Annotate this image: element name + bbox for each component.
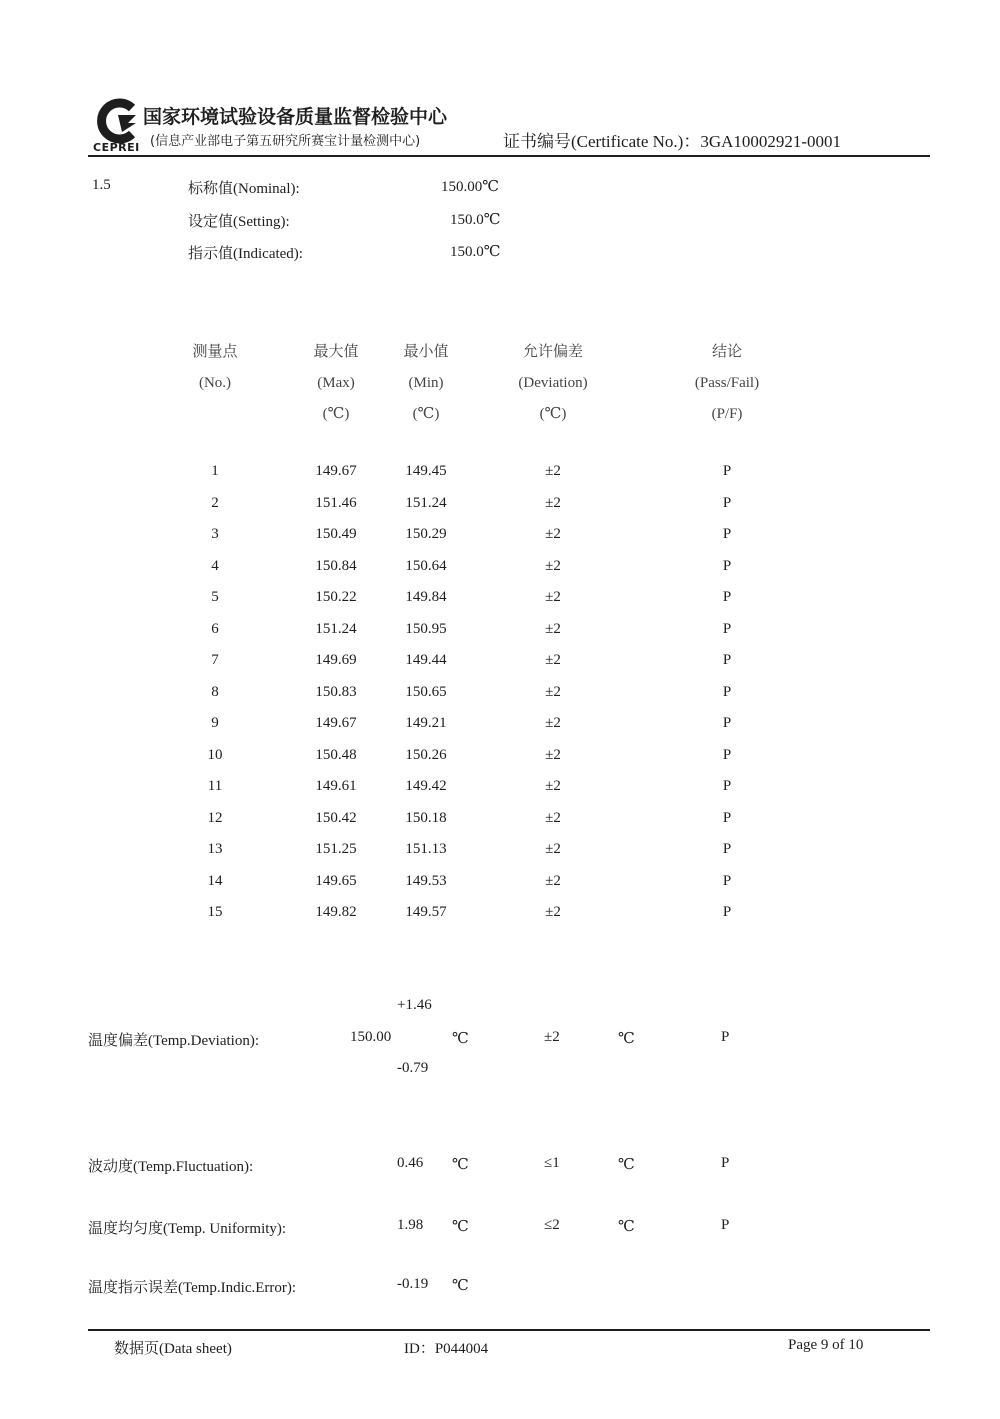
org-subtitle: (信息产业部电子第五研究所赛宝计量检测中心) bbox=[150, 134, 421, 149]
cell-deviation: ±2 bbox=[545, 463, 561, 479]
param-label-setting: 设定值(Setting): bbox=[188, 214, 290, 230]
uniformity-value: 1.98 bbox=[397, 1217, 424, 1233]
cell-min: 149.53 bbox=[405, 873, 447, 889]
cell-no: 10 bbox=[207, 747, 223, 763]
cell-min: 149.44 bbox=[405, 652, 447, 668]
cell-min: 149.57 bbox=[405, 904, 447, 920]
cell-no: 4 bbox=[211, 558, 219, 574]
header-deviation bbox=[493, 337, 613, 430]
footer-sheet: 数据页(Data sheet) bbox=[114, 1341, 232, 1357]
cell-min: 150.64 bbox=[405, 558, 447, 574]
param-value-indicated: 150.0℃ bbox=[450, 244, 501, 260]
param-label-nominal: 标称值(Nominal): bbox=[188, 181, 300, 197]
cell-deviation: ±2 bbox=[545, 747, 561, 763]
fluctuation-value: 0.46 bbox=[397, 1155, 424, 1171]
cell-no: 2 bbox=[211, 495, 219, 511]
header-min-en: (Min) bbox=[408, 375, 444, 391]
header-no-en: (No.) bbox=[198, 375, 232, 391]
cell-result: P bbox=[722, 873, 732, 889]
fluctuation-limit: ≤1 bbox=[544, 1155, 560, 1171]
cell-result: P bbox=[722, 747, 732, 763]
deviation-unit: ℃ bbox=[452, 1031, 469, 1047]
uniformity-result: P bbox=[721, 1217, 730, 1233]
certificate-number: 证书编号(Certificate No.)：3GA10002921-0001 bbox=[503, 132, 842, 151]
cell-min: 149.84 bbox=[405, 589, 447, 605]
fluctuation-limit-unit: ℃ bbox=[618, 1157, 635, 1173]
header-deviation-en: (Deviation) bbox=[518, 375, 588, 391]
cell-result: P bbox=[722, 463, 732, 479]
cell-deviation: ±2 bbox=[545, 652, 561, 668]
cell-deviation: ±2 bbox=[545, 526, 561, 542]
cell-min: 150.26 bbox=[405, 747, 447, 763]
cell-result: P bbox=[722, 715, 732, 731]
header-no bbox=[165, 337, 265, 399]
param-value-nominal: 150.00℃ bbox=[441, 179, 500, 195]
cell-deviation: ±2 bbox=[545, 684, 561, 700]
header-result-unit: (P/F) bbox=[711, 406, 743, 422]
cell-max: 151.24 bbox=[315, 621, 357, 637]
cell-result: P bbox=[722, 778, 732, 794]
cell-deviation: ±2 bbox=[545, 841, 561, 857]
cell-result: P bbox=[722, 526, 732, 542]
cell-min: 150.65 bbox=[405, 684, 447, 700]
cell-deviation: ±2 bbox=[545, 621, 561, 637]
logo-wordmark: CEPREI bbox=[93, 141, 140, 154]
cell-result: P bbox=[722, 558, 732, 574]
cell-deviation: ±2 bbox=[545, 558, 561, 574]
cell-no: 5 bbox=[211, 589, 219, 605]
section-number: 1.5 bbox=[92, 177, 111, 193]
cell-min: 151.13 bbox=[405, 841, 447, 857]
cell-min: 149.21 bbox=[405, 715, 447, 731]
cell-deviation: ±2 bbox=[545, 778, 561, 794]
cell-deviation: ±2 bbox=[545, 495, 561, 511]
header-min-unit: (℃) bbox=[412, 406, 440, 422]
header-result-cn: 结论 bbox=[711, 344, 742, 360]
uniformity-label: 温度均匀度(Temp. Uniformity): bbox=[88, 1221, 287, 1237]
fluctuation-label: 波动度(Temp.Fluctuation): bbox=[88, 1159, 254, 1175]
header-max-unit: (℃) bbox=[322, 406, 350, 422]
cell-deviation: ±2 bbox=[545, 589, 561, 605]
cell-min: 151.24 bbox=[405, 495, 447, 511]
footer-id: ID：P044004 bbox=[404, 1341, 489, 1357]
deviation-plus: +1.46 bbox=[397, 997, 432, 1013]
cell-no: 13 bbox=[207, 841, 223, 857]
cell-no: 3 bbox=[211, 526, 219, 542]
header-max bbox=[286, 337, 386, 430]
indic-error-value: -0.19 bbox=[397, 1276, 429, 1292]
indic-error-label: 温度指示误差(Temp.Indic.Error): bbox=[88, 1280, 297, 1296]
cell-max: 150.49 bbox=[315, 526, 357, 542]
footer-rule bbox=[88, 1329, 930, 1331]
header-min-cn: 最小值 bbox=[403, 344, 449, 360]
cell-result: P bbox=[722, 495, 732, 511]
header-result bbox=[667, 337, 787, 430]
deviation-label: 温度偏差(Temp.Deviation): bbox=[88, 1033, 259, 1049]
cell-min: 150.18 bbox=[405, 810, 447, 826]
cell-result: P bbox=[722, 621, 732, 637]
cell-deviation: ±2 bbox=[545, 715, 561, 731]
cell-result: P bbox=[722, 810, 732, 826]
header-deviation-cn: 允许偏差 bbox=[522, 344, 583, 360]
org-name: 国家环境试验设备质量监督检验中心 bbox=[143, 106, 448, 128]
cell-max: 150.22 bbox=[315, 589, 357, 605]
indic-error-unit: ℃ bbox=[452, 1278, 469, 1294]
header-no-cn: 测量点 bbox=[192, 344, 238, 360]
cell-min: 150.95 bbox=[405, 621, 447, 637]
footer-page: Page 9 of 10 bbox=[788, 1337, 864, 1353]
cell-max: 149.67 bbox=[315, 463, 357, 479]
cell-max: 151.25 bbox=[315, 841, 357, 857]
deviation-minus: -0.79 bbox=[397, 1060, 429, 1076]
cell-result: P bbox=[722, 589, 732, 605]
deviation-result: P bbox=[721, 1029, 730, 1045]
cell-result: P bbox=[722, 841, 732, 857]
header-max-cn: 最大值 bbox=[313, 344, 359, 360]
cell-max: 149.67 bbox=[315, 715, 357, 731]
cell-max: 150.84 bbox=[315, 558, 357, 574]
deviation-limit-unit: ℃ bbox=[618, 1031, 635, 1047]
deviation-limit: ±2 bbox=[544, 1029, 560, 1045]
cell-deviation: ±2 bbox=[545, 873, 561, 889]
cell-result: P bbox=[722, 684, 732, 700]
fluctuation-result: P bbox=[721, 1155, 730, 1171]
cell-result: P bbox=[722, 904, 732, 920]
cell-max: 150.42 bbox=[315, 810, 357, 826]
cell-no: 15 bbox=[207, 904, 223, 920]
cell-min: 149.45 bbox=[405, 463, 447, 479]
cell-max: 149.65 bbox=[315, 873, 357, 889]
cell-no: 14 bbox=[207, 873, 223, 889]
cell-max: 151.46 bbox=[315, 495, 357, 511]
cell-min: 150.29 bbox=[405, 526, 447, 542]
cell-deviation: ±2 bbox=[545, 810, 561, 826]
header-rule bbox=[88, 155, 930, 157]
fluctuation-unit: ℃ bbox=[452, 1157, 469, 1173]
deviation-value: 150.00 bbox=[350, 1029, 392, 1045]
cell-no: 11 bbox=[207, 778, 223, 794]
ceprei-logo bbox=[92, 96, 142, 146]
header-max-en: (Max) bbox=[317, 375, 355, 391]
cell-no: 6 bbox=[211, 621, 219, 637]
header-min bbox=[376, 337, 476, 430]
cell-max: 149.82 bbox=[315, 904, 357, 920]
header-result-en: (Pass/Fail) bbox=[694, 375, 760, 391]
header-deviation-unit: (℃) bbox=[539, 406, 567, 422]
cell-max: 149.69 bbox=[315, 652, 357, 668]
cell-no: 7 bbox=[211, 652, 219, 668]
cell-max: 150.48 bbox=[315, 747, 357, 763]
cell-min: 149.42 bbox=[405, 778, 447, 794]
cell-max: 150.83 bbox=[315, 684, 357, 700]
cell-max: 149.61 bbox=[315, 778, 357, 794]
uniformity-limit-unit: ℃ bbox=[618, 1219, 635, 1235]
cell-deviation: ±2 bbox=[545, 904, 561, 920]
cell-no: 8 bbox=[211, 684, 219, 700]
uniformity-limit: ≤2 bbox=[544, 1217, 560, 1233]
uniformity-unit: ℃ bbox=[452, 1219, 469, 1235]
cell-no: 12 bbox=[207, 810, 223, 826]
param-value-setting: 150.0℃ bbox=[450, 212, 501, 228]
param-label-indicated: 指示值(Indicated): bbox=[188, 246, 303, 262]
cell-result: P bbox=[722, 652, 732, 668]
cell-no: 9 bbox=[211, 715, 219, 731]
cell-no: 1 bbox=[211, 463, 219, 479]
